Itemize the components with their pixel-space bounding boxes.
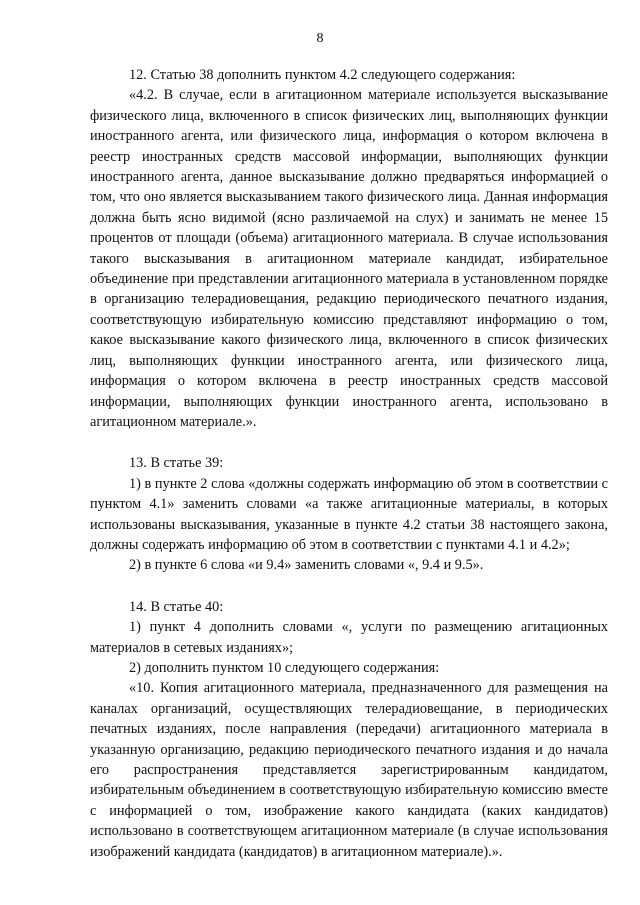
section-13-item-1: 1) в пункте 2 слова «должны содержать информацию об этом в соответствии с пунктом 4.1» заменить словами «а также агитационные материалы, в которых использованы высказывания, указанные в пункте 4.2 статьи 38 настоящего закона, должны содержать информацию об этом в соответствии с пунктами 4.1 и 4.2»; [90, 475, 608, 553]
section-13-item-2: 2) в пункте 6 слова «и 9.4» заменить словами «, 9.4 и 9.5». [129, 557, 484, 574]
section-14-amendment-text: «10. Копия агитационного материала, предназначенного для размещения на каналах организаций, осуществляющих телерадиовещание, в периодических печатных изданиях, после направления (передачи) агитационного материала в указанную организацию, редакцию периодического печатного издания и до начала его распространения представляется зарегистрированным кандидатом, избирательным объединением в соответствующую избирательную комиссию вместе с информацией о том, изображение какого кандидата (каких кандидатов) использовано в соответствующем агитационном материале (в случае использования изображений кандидата (кандидатов) в агитационном материале).». [90, 680, 608, 860]
section-14-heading: 14. В статье 40: [129, 598, 224, 615]
document-body [90, 65, 608, 862]
section-14-item-2: 2) дополнить пунктом 10 следующего содержания: [129, 659, 440, 676]
section-13-heading: 13. В статье 39: [129, 455, 224, 472]
page-number: 8 [316, 31, 324, 46]
section-14-item-1: 1) пункт 4 дополнить словами «, услуги по размещению агитационных материалов в сетевых изданиях»; [90, 619, 608, 656]
section-spacer [90, 432, 608, 453]
section-12-heading: 12. Статью 38 дополнить пунктом 4.2 следующего содержания: [129, 67, 516, 83]
section-spacer [90, 576, 608, 597]
section-12-amendment-text: «4.2. В случае, если в агитационном материале используется высказывание физического лица, включенного в список физических лиц, выполняющих функции иностранного агента, или физического лица, информация о котором включена в реестр иностранных средств массовой информации, выполняющих функции иностранного агента, данное высказывание должно предваряться информацией о том, что оно является высказыванием такого физического лица. Данная информация должна быть ясно видимой (ясно различаемой на слух) и занимать не менее 15 процентов от площади (объема) агитационного материала. В случае использования такого высказывания в агитационном материале кандидат, избирательное объединение при представлении агитационного материала в установленном порядке в организацию телерадиовещания, редакцию периодического печатного издания, соответствующую избирательную комиссию представляют информацию о том, какое высказывание какого физического лица, включенного в список физических лиц, выполняющих функции иностранного агента, или физического лица, информация о котором включена в реестр иностранных средств массовой информации, выполняющих функции иностранного агента, использовано в агитационном материале.». [90, 87, 608, 430]
